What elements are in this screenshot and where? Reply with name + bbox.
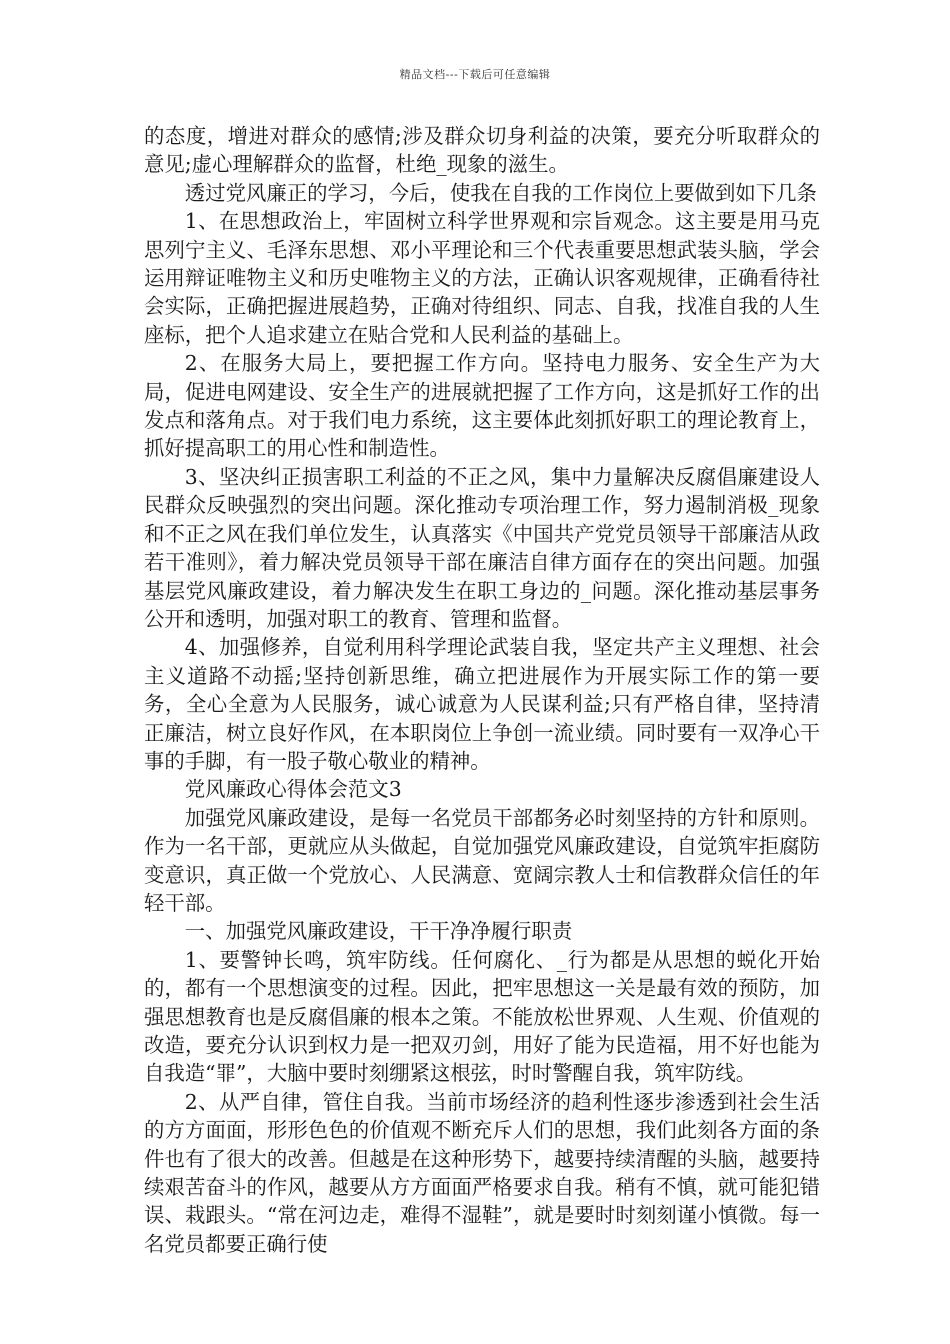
paragraph-continuation: 的态度，增进对群众的感情;涉及群众切身利益的决策，要充分听取群众的意见;虚心理解群众的监督，杜绝_现象的滋生。: [144, 124, 820, 177]
paragraph-item-3: 3、坚决纠正损害职工利益的不正之风，集中力量解决反腐倡廉建设人民群众反映强烈的突出问题。深化推动专项治理工作，努力遏制消极_现象和不正之风在我们单位发生，认真落实《中国共产党党员领导干部廉洁从政若干准则》，着力解决党员领导干部在廉洁自律方面存在的突出问题。加强基层党风廉政建设，着力解决发生在职工身边的_问题。深化推动基层事务公开和透明，加强对职工的教育、管理和监督。: [144, 464, 820, 631]
paragraph-item-4: 4、加强修养，自觉利用科学理论武装自我，坚定共产主义理想、社会主义道路不动摇;坚持创新思维，确立把进展作为开展实际工作的第一要务，全心全意为人民服务，诚心诚意为人民谋利益;只有严格自律，坚持清正廉洁，树立良好作风，在本职岗位上争创一流业绩。同时要有一双净心干事的手脚，有一股子敬心敬业的精神。: [144, 635, 820, 773]
paragraph-sub-item-2: 2、从严自律，管住自我。当前市场经济的趋利性逐步渗透到社会生活的方方面面，形形色色的价值观不断充斥人们的思想，我们此刻各方面的条件也有了很大的改善。但越是在这种形势下，越要持续清醒的头脑，越要持续艰苦奋斗的作风，越要从方方面面严格要求自我。稍有不慎，就可能犯错误、栽跟头。“常在河边走，难得不湿鞋”，就是要时时刻刻谨小慎微。每一名党员都要正确行使: [144, 1089, 820, 1256]
paragraph-sub-item-1: 1、要警钟长鸣，筑牢防线。任何腐化、_行为都是从思想的蜕化开始的，都有一个思想演变的过程。因此，把牢思想这一关是最有效的预防，加强思想教育也是反腐倡廉的根本之策。不能放松世界观、人生观、价值观的改造，要充分认识到权力是一把双刃剑，用好了能为民造福，用不好也能为自我造“罪”，大脑中要时刻绷紧这根弦，时时警醒自我，筑牢防线。: [144, 947, 820, 1086]
paragraph-item-1: 1、在思想政治上，牢固树立科学世界观和宗旨观念。这主要是用马克思列宁主义、毛泽东思想、邓小平理论和三个代表重要思想武装头脑，学会运用辩证唯物主义和历史唯物主义的方法，正确认识客观规律，正确看待社会实际，正确把握进展趋势，正确对待组织、同志、自我，找准自我的人生座标，把个人追求建立在贴合党和人民利益的基础上。: [144, 209, 820, 347]
paragraph-section-intro: 加强党风廉政建设，是每一名党员干部都务必时刻坚持的方针和原则。作为一名干部，更就应从头做起，自觉加强党风廉政建设，自觉筑牢拒腐防变意识，真正做一个党放心、人民满意、宽阔宗教人士和信教群众信任的年轻干部。: [144, 805, 820, 915]
subsection-heading: 一、加强党风廉政建设，干干净净履行职责: [184, 919, 573, 944]
paragraph-intro: 透过党风廉正的学习，今后，使我在自我的工作岗位上要做到如下几条: [184, 180, 817, 205]
section-title: 党风廉政心得体会范文3: [184, 777, 402, 802]
document-body: [144, 122, 820, 1258]
page-header: 精品文档---下载后可任意编辑: [399, 68, 551, 81]
paragraph-item-2: 2、在服务大局上，要把握工作方向。坚持电力服务、安全生产为大局，促进电网建设、安全生产的进展就把握了工作方向，这是抓好工作的出发点和落角点。对于我们电力系统，这主要体此刻抓好职工的理论教育上，抓好提高职工的用心性和制造性。: [144, 351, 820, 461]
